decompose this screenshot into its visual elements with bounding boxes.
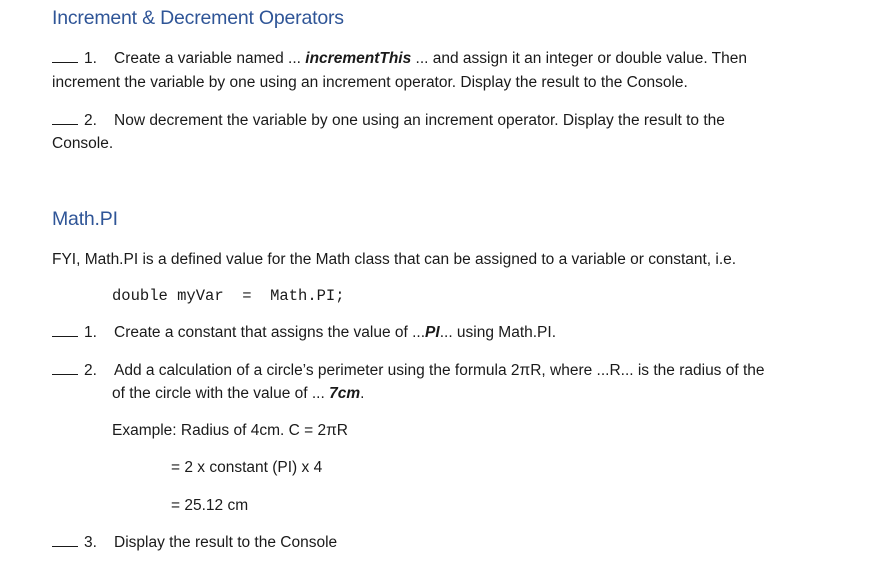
checkbox-blank[interactable]: [52, 322, 78, 337]
task-item-pi-1: [52, 321, 556, 344]
item-text: Create a constant that assigns the value of ...: [114, 324, 426, 341]
example-step-1: = 2 x constant (PI) x 4: [171, 459, 323, 476]
task-item-1-line-1: [52, 47, 747, 70]
checkbox-blank[interactable]: [52, 360, 78, 375]
task-item-pi-3: [52, 531, 337, 554]
item-emphasis: incrementThis: [305, 50, 412, 67]
item-text-cont: ... and assign it an integer or double value. Then: [411, 50, 748, 67]
example-label: Example: Radius of 4cm. C = 2πR: [112, 422, 348, 439]
section-heading-increment-decrement: Increment & Decrement Operators: [52, 7, 344, 29]
item-emphasis: PI: [425, 324, 440, 341]
item-text: Add a calculation of a circle’s perimeter using the formula 2πR, where ...R... is the radius of the: [114, 362, 765, 379]
item-emphasis: 7cm: [329, 385, 361, 402]
fyi-paragraph: FYI, Math.PI is a defined value for the Math class that can be assigned to a variable or constant, i.e.: [52, 251, 737, 268]
item-text-cont: .: [360, 385, 365, 402]
item-number: 3.: [84, 534, 97, 551]
item-number: 1.: [84, 50, 97, 67]
item-number: 2.: [84, 112, 97, 129]
item-number: 1.: [84, 324, 97, 341]
task-item-pi-2-line-2: [112, 382, 364, 405]
task-item-1-line-2: increment the variable by one using an increment operator. Display the result to the Console.: [52, 74, 688, 91]
item-number: 2.: [84, 362, 97, 379]
task-item-pi-2-line-1: [52, 359, 765, 382]
task-item-2-line-1: [52, 109, 725, 132]
item-text: Now decrement the variable by one using an increment operator. Display the result to the: [114, 112, 725, 129]
code-sample: double myVar = Math.PI;: [112, 287, 345, 305]
example-step-2: = 25.12 cm: [171, 497, 249, 514]
task-item-2-line-2: Console.: [52, 135, 114, 152]
item-text: of the circle with the value of ...: [112, 385, 330, 402]
checkbox-blank[interactable]: [52, 110, 78, 125]
item-text: Create a variable named ...: [114, 50, 306, 67]
item-text: Display the result to the Console: [114, 534, 338, 551]
section-heading-math-pi: Math.PI: [52, 208, 118, 230]
checkbox-blank[interactable]: [52, 532, 78, 547]
item-text-cont: ... using Math.PI.: [439, 324, 557, 341]
checkbox-blank[interactable]: [52, 48, 78, 63]
